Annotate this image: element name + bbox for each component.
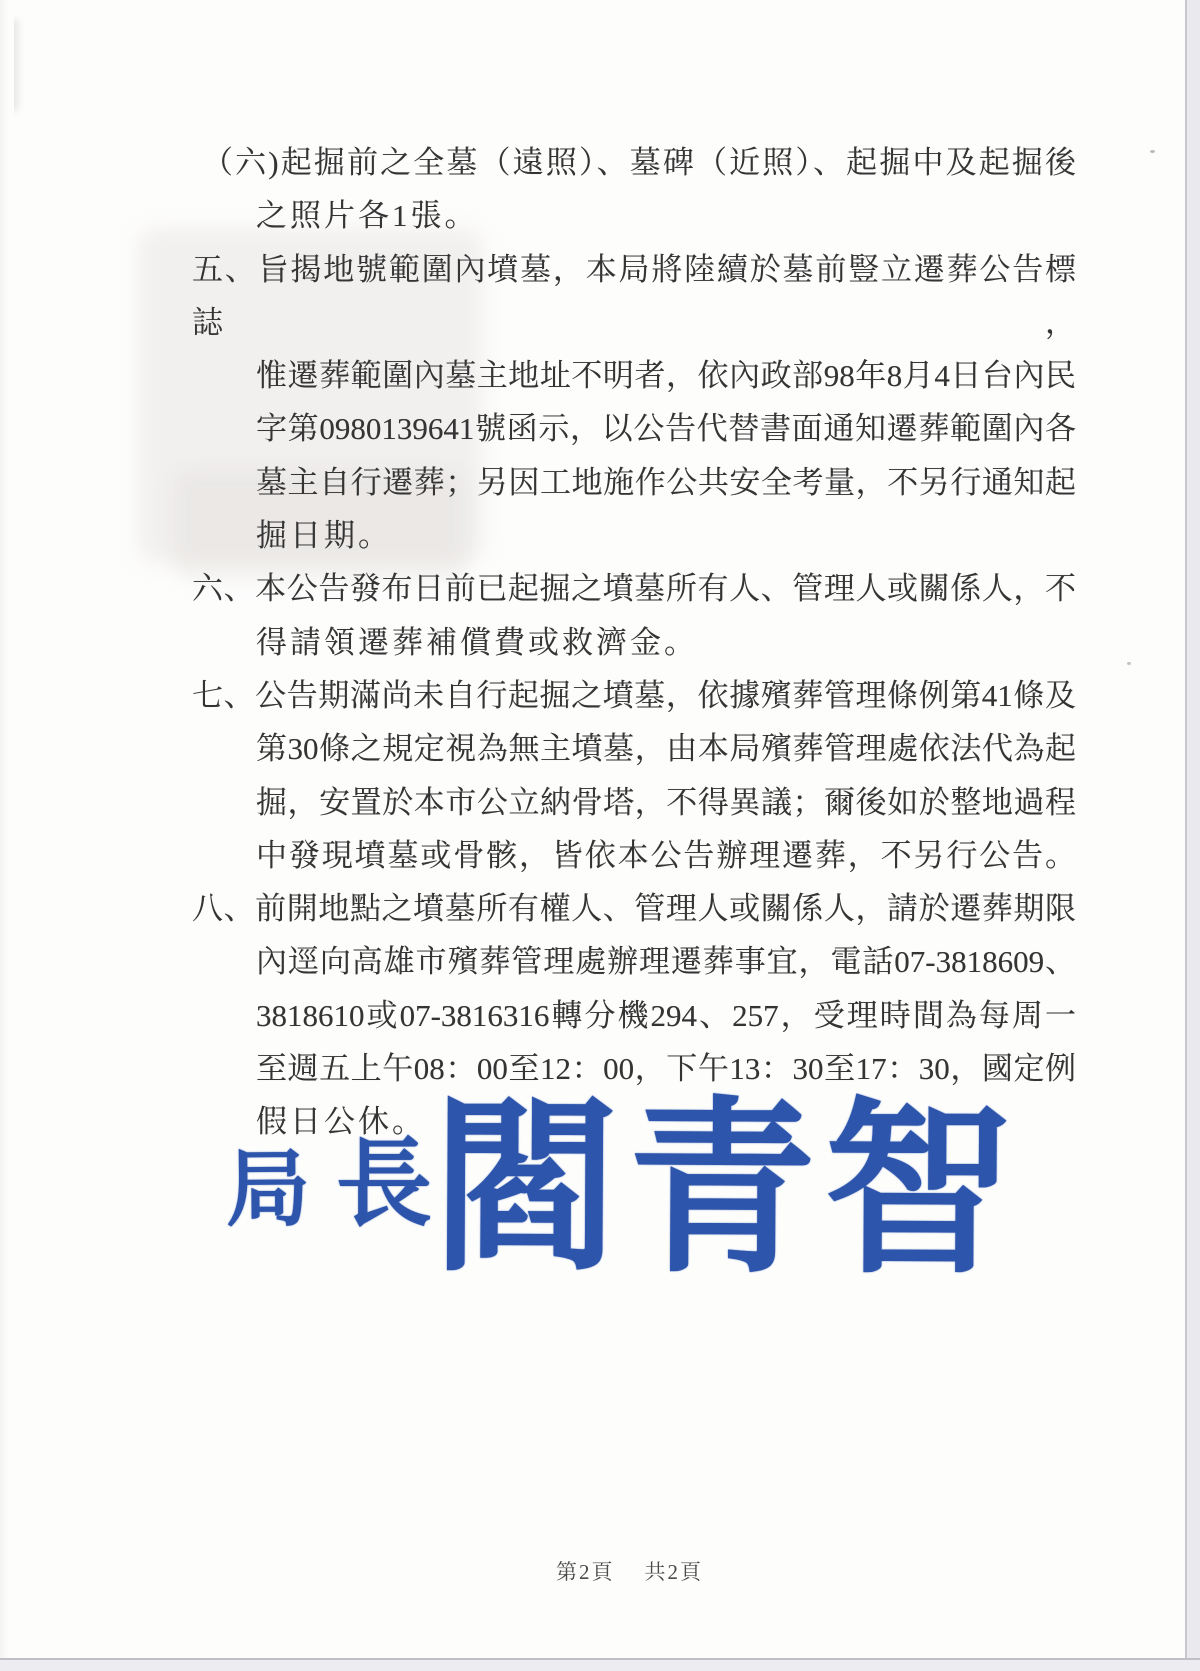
stamp-director-name: 閻青智 [431,1084,1021,1297]
page-total: 共2頁 [644,1560,703,1584]
text-line: 至週五上午08：00至12：00，下午13：30至17：30，國定例 [256,1051,1076,1087]
page-edge-bottom [0,1658,1200,1671]
page-footer [556,1556,703,1586]
text-line: 得請領遷葬補償費或救濟金。 [256,624,698,660]
text-line: 五、旨揭地號範圍內墳墓，本局將陸續於墓前豎立遷葬公告標誌， [192,251,1076,340]
scan-speck [1127,662,1131,665]
text-line: 字第0980139641號函示，以公告代替書面通知遷葬範圍內各 [256,411,1076,447]
page-edge-right [1185,0,1200,1671]
text-line: 掘，安置於本市公立納骨塔，不得異議；爾後如於整地過程 [256,784,1076,820]
scan-speck [1150,150,1155,153]
text-line: 墓主自行遷葬；另因工地施作公共安全考量，不另行通知起 [256,464,1076,500]
text-line: 八、前開地點之墳墓所有權人、管理人或關係人，請於遷葬期限 [192,891,1076,927]
text-line: 掘日期。 [256,518,392,554]
page-number: 第2頁 [556,1560,615,1584]
text-line: 第30條之規定視為無主墳墓，由本局殯葬管理處依法代為起 [256,731,1076,767]
stamp-title-char: 局 [225,1143,311,1238]
text-line: 3818610或07-3816316轉分機294、257，受理時間為每周一 [256,997,1076,1033]
text-line: （六)起掘前之全墓（遠照）、墓碑（近照）、起掘中及起掘後 [202,145,1076,180]
announcement-body [192,136,1076,1149]
text-line: 惟遷葬範圍內墓主地址不明者，依內政部98年8月4日台內民 [256,358,1076,394]
text-line: 內逕向高雄市殯葬管理處辦理遷葬事宜，電話07-3818609、 [256,944,1076,980]
text-line: 之照片各1張。 [256,198,479,234]
stamp-title-char: 長 [336,1131,432,1238]
text-line: 中發現墳墓或骨骸，皆依本公告辦理遷葬，不另行公告。 [256,837,1076,873]
text-line: 六、本公告發布日前已起掘之墳墓所有人、管理人或關係人，不 [192,571,1076,607]
text-line: 假日公休。 [256,1104,426,1140]
page-edge-left [0,0,14,1671]
text-line: 七、公告期滿尚未自行起掘之墳墓，依據殯葬管理條例第41條及 [192,677,1076,713]
